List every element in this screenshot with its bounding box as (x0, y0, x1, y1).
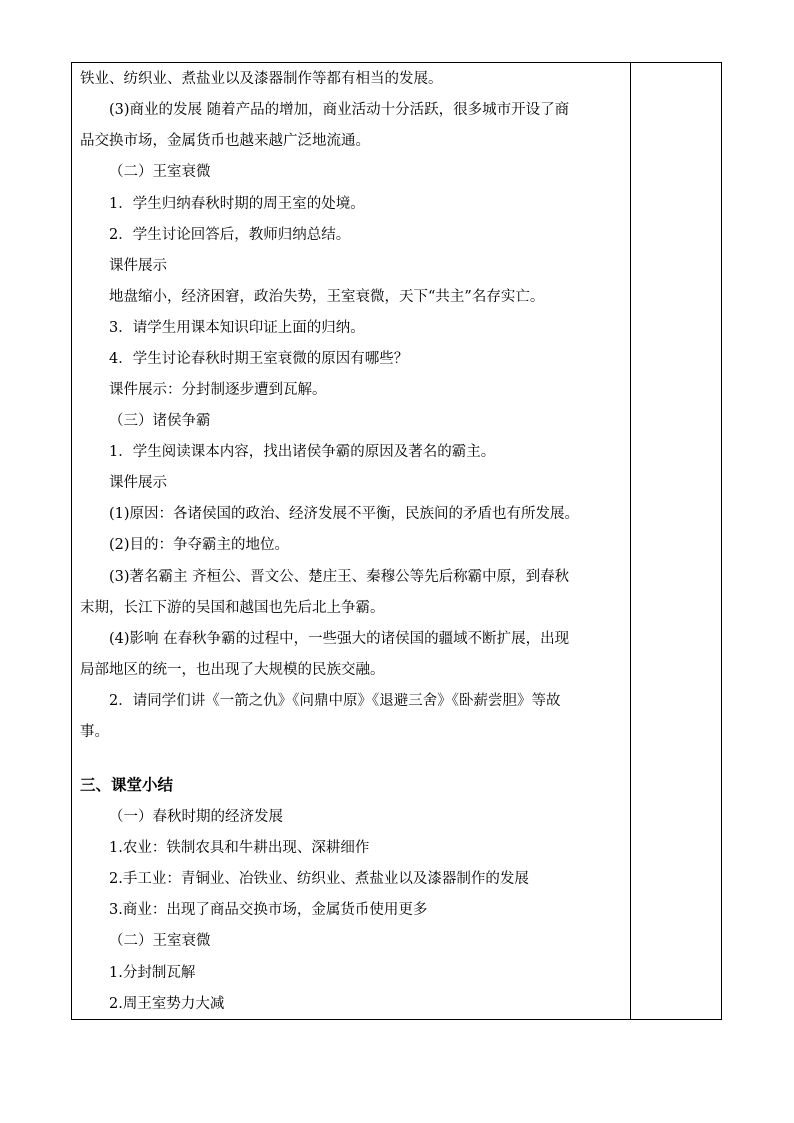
section-subheading: （三）诸侯争霸 (109, 413, 211, 429)
text-line: 2．学生讨论回答后，教师归纳总结。 (109, 227, 351, 243)
text-line: (1)原因：各诸侯国的政治、经济发展不平衡，民族间的矛盾也有所发展。 (109, 506, 580, 522)
section-heading: 三、课堂小结 (80, 775, 174, 794)
text-line: 1．学生阅读课本内容，找出诸侯争霸的原因及著名的霸主。 (109, 444, 496, 460)
text-line: 铁业、纺织业、煮盐业以及漆器制作等都有相当的发展。 (80, 71, 443, 87)
text-line: 地盘缩小，经济困窘，政治失势，王室衰微，天下“共主”名存实亡。 (109, 289, 545, 305)
text-line: 1．学生归纳春秋时期的周王室的处境。 (109, 196, 365, 212)
text-line: 品交换市场，金属货币也越来越广泛地流通。 (80, 133, 370, 149)
lesson-table (71, 62, 722, 1020)
text-line: 课件展示 (109, 258, 167, 274)
column-divider (630, 63, 631, 1019)
text-line: 2.周王室势力大减 (109, 996, 225, 1012)
section-subheading: （二）王室衰微 (109, 933, 211, 949)
text-line: 1.农业：铁制农具和牛耕出现、深耕细作 (109, 840, 370, 856)
text-line: 3.商业：出现了商品交换市场，金属货币使用更多 (109, 902, 428, 918)
text-line: (3)商业的发展 随着产品的增加，商业活动十分活跃，很多城市开设了商 (109, 102, 570, 118)
text-line: 2.手工业：青铜业、冶铁业、纺织业、煮盐业以及漆器制作的发展 (109, 871, 529, 887)
section-subheading: （二）王室衰微 (109, 164, 211, 180)
text-line: (4)影响 在春秋争霸的过程中，一些强大的诸侯国的疆域不断扩展，出现 (109, 631, 570, 647)
text-line: 课件展示：分封制逐步遭到瓦解。 (109, 382, 327, 398)
text-line: 3．请学生用课本知识印证上面的归纳。 (109, 320, 365, 336)
text-line: 局部地区的统一，也出现了大规模的民族交融。 (80, 662, 385, 678)
text-line: 课件展示 (109, 475, 167, 491)
text-line: 4．学生讨论春秋时期王室衰微的原因有哪些？ (109, 351, 409, 367)
section-subheading: （一）春秋时期的经济发展 (109, 809, 283, 825)
text-line: 2．请同学们讲《一箭之仇》《问鼎中原》《退避三舍》《卧薪尝胆》等故 (109, 693, 561, 709)
text-line: (3)著名霸主 齐桓公、晋文公、楚庄王、秦穆公等先后称霸中原，到春秋 (109, 569, 570, 585)
text-line: (2)目的：争夺霸主的地位。 (109, 537, 290, 553)
text-line: 末期，长江下游的吴国和越国也先后北上争霸。 (80, 600, 385, 616)
text-line: 1.分封制瓦解 (109, 965, 196, 981)
text-line: 事。 (80, 724, 109, 740)
